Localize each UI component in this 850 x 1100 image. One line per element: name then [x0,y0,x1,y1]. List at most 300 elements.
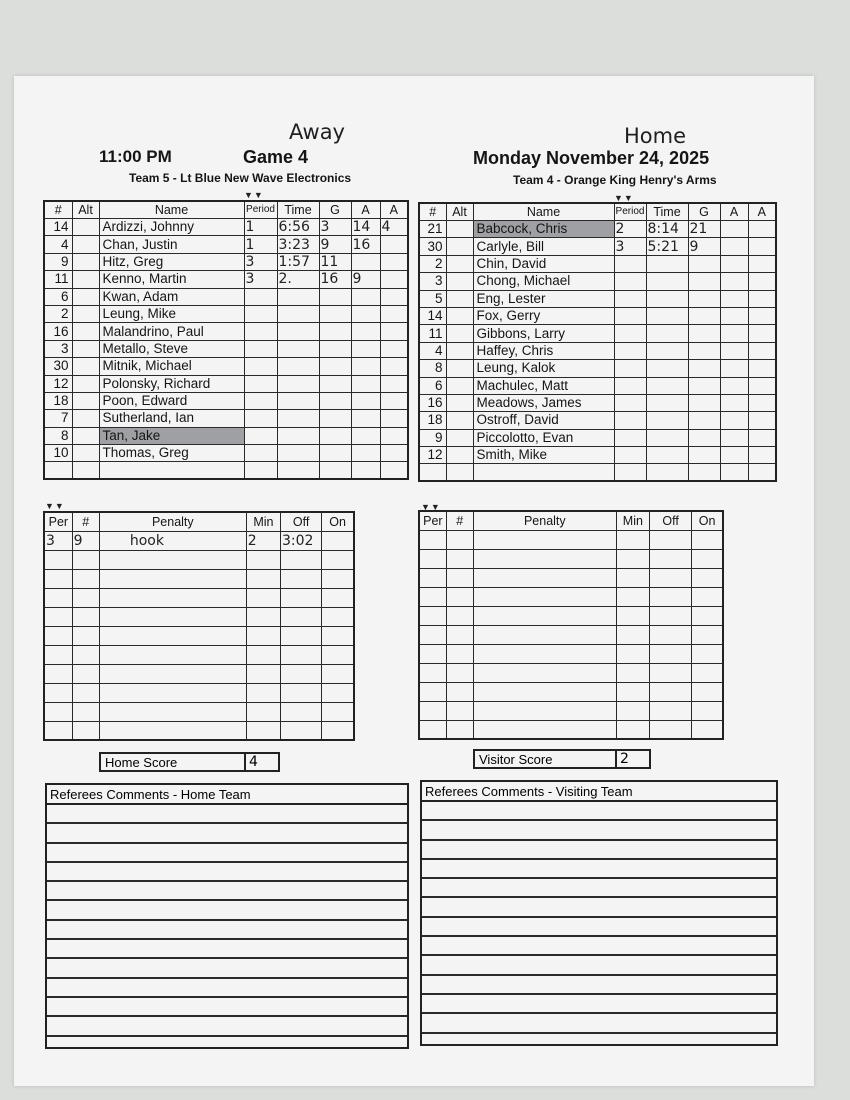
player-name [473,464,614,481]
goal-scorer: 9 [688,238,720,255]
penalty-min [616,682,649,701]
goal-period: 1 [244,219,277,236]
roster-row [419,273,776,290]
player-alt [72,323,99,340]
player-alt [72,375,99,392]
goal-period [244,392,277,409]
penalty-off [649,663,691,682]
penalty-on [322,607,354,626]
penalty-per [44,721,72,740]
game-date: Monday November 24, 2025 [473,148,710,168]
away-team-name: Team 5 - Lt Blue New Wave Electronics [129,171,352,185]
goal-scorer [319,340,351,357]
col-time: Time [646,203,688,221]
penalty-on [322,588,354,607]
visiting-comments-box [420,780,778,1046]
penalty-penalty [99,645,246,664]
penalty-per [419,663,446,682]
penalty-on [322,721,354,740]
goal-assist-1 [720,255,748,272]
penalty-per [419,720,446,739]
penalty-min [616,644,649,663]
penalty-penalty [473,682,616,701]
penalty-off [649,568,691,587]
penalty-min [616,549,649,568]
penalty-penalty [99,569,246,588]
player-number: 18 [44,392,72,409]
col-period: Period [614,203,646,221]
player-number: 12 [419,447,446,464]
penalty-per [44,607,72,626]
roster-row [44,410,408,427]
penalty-on [692,701,723,720]
penalty-row [419,530,723,549]
player-name: Tan, Jake [99,427,244,444]
goal-time: 8:14 [646,221,688,238]
goal-time [646,394,688,411]
penalty-min [616,530,649,549]
player-name: Polonsky, Richard [99,375,244,392]
penalty-penalty [473,587,616,606]
goal-assist-1 [720,447,748,464]
away-roster-table [43,200,409,480]
player-number: 12 [44,375,72,392]
col-min: Min [616,511,649,530]
player-number: 2 [44,305,72,322]
game-time: 11:00 PM [99,147,172,166]
goal-period [244,427,277,444]
goal-scorer [319,323,351,340]
goal-assist-2 [748,325,776,342]
penalty-per [419,606,446,625]
player-alt [72,392,99,409]
player-name: Poon, Edward [99,392,244,409]
col-off: Off [281,512,322,531]
penalty-num [446,701,473,720]
goal-assist-1 [351,253,380,270]
penalty-per [44,645,72,664]
penalty-penalty [99,664,246,683]
goal-scorer: 3 [319,219,351,236]
goal-assist-1: 16 [351,236,380,253]
goal-assist-2 [380,358,408,375]
roster-row [44,219,408,236]
penalty-per [44,626,72,645]
penalty-per [419,530,446,549]
game-number: Game 4 [243,147,309,167]
penalty-off [281,588,322,607]
goal-time [277,427,319,444]
goal-time [277,323,319,340]
penalty-penalty [473,625,616,644]
penalty-num [72,645,99,664]
home-roster-arrows: ▼▼ [614,193,634,203]
penalty-row [419,568,723,587]
goal-assist-2 [748,273,776,290]
player-number: 9 [44,253,72,270]
penalty-row [44,588,354,607]
roster-row [44,445,408,462]
goal-period [614,377,646,394]
penalty-per [44,702,72,721]
penalty-on [692,549,723,568]
penalty-num [72,702,99,721]
penalty-penalty [99,607,246,626]
goal-period [614,447,646,464]
goal-scorer [319,462,351,479]
penalty-on [692,625,723,644]
player-alt [72,271,99,288]
comment-line [422,976,776,995]
goal-assist-1 [351,305,380,322]
goal-scorer [688,447,720,464]
penalty-on [322,569,354,588]
penalty-num [446,568,473,587]
penalty-row [419,549,723,568]
col-on: On [322,512,354,531]
penalty-min [246,588,280,607]
goal-assist-2 [748,429,776,446]
roster-row [44,253,408,270]
home-score-value: 4 [249,754,258,770]
goal-assist-2 [748,394,776,411]
col-goal: G [319,201,351,219]
penalty-off [649,682,691,701]
comment-line [47,1017,407,1036]
penalty-on [322,645,354,664]
player-alt [446,447,473,464]
roster-row [44,288,408,305]
player-number: 14 [44,219,72,236]
penalty-row [419,587,723,606]
comment-line [422,841,776,860]
penalty-penalty [473,663,616,682]
goal-period [244,323,277,340]
comment-line [47,921,407,940]
roster-row [44,427,408,444]
visitor-score-box [473,749,651,769]
penalty-penalty [473,549,616,568]
penalty-per [44,664,72,683]
penalty-per [419,644,446,663]
goal-scorer [688,464,720,481]
player-alt [72,410,99,427]
penalty-per: 3 [44,531,72,550]
goal-time [277,340,319,357]
penalty-penalty [99,588,246,607]
home-score-box [99,752,280,772]
goal-time [277,410,319,427]
goal-scorer [319,375,351,392]
player-alt [446,273,473,290]
col-off: Off [649,511,691,530]
penalty-on [692,606,723,625]
penalty-off [281,683,322,702]
player-name: Smith, Mike [473,447,614,464]
goal-scorer [688,290,720,307]
player-name: Sutherland, Ian [99,410,244,427]
penalty-row [44,569,354,588]
goal-assist-2 [748,290,776,307]
player-name: Piccolotto, Evan [473,429,614,446]
player-alt [446,429,473,446]
goal-scorer [319,305,351,322]
goal-assist-2 [748,377,776,394]
penalty-penalty [473,530,616,549]
goal-scorer [688,412,720,429]
goal-period [614,290,646,307]
player-alt [72,427,99,444]
goal-assist-1 [720,307,748,324]
away-penalty-arrows: ▼▼ [45,501,65,511]
player-name: Chong, Michael [473,273,614,290]
goal-period: 3 [244,271,277,288]
penalty-off [281,645,322,664]
player-number: 8 [44,427,72,444]
goal-time [646,325,688,342]
player-number: 4 [419,342,446,359]
goal-period: 3 [614,238,646,255]
penalty-per [44,683,72,702]
player-number: 14 [419,307,446,324]
goal-time [646,360,688,377]
comment-line [422,995,776,1014]
player-alt [446,342,473,359]
goal-time [646,255,688,272]
player-alt [72,340,99,357]
comment-line [422,937,776,956]
goal-time [646,290,688,307]
goal-assist-2 [748,307,776,324]
visitor-score-value: 2 [620,751,629,767]
penalty-num [446,549,473,568]
penalty-off [649,644,691,663]
penalty-num [72,588,99,607]
comment-line [422,860,776,879]
player-number: 2 [419,255,446,272]
goal-assist-1 [351,375,380,392]
penalty-off [281,607,322,626]
comment-line [422,821,776,840]
goal-scorer [688,325,720,342]
penalty-on [692,530,723,549]
player-name: Hitz, Greg [99,253,244,270]
goal-assist-1 [351,358,380,375]
player-number: 21 [419,221,446,238]
goal-period [614,464,646,481]
player-alt [446,325,473,342]
player-name: Fox, Gerry [473,307,614,324]
penalty-per [419,568,446,587]
penalty-on [692,587,723,606]
penalty-per [419,701,446,720]
comment-line [47,998,407,1017]
goal-period: 3 [244,253,277,270]
penalty-row [419,606,723,625]
comment-line [47,882,407,901]
goal-time: 5:21 [646,238,688,255]
goal-assist-1 [720,325,748,342]
player-number: 7 [44,410,72,427]
goal-assist-2 [380,392,408,409]
penalty-on [692,663,723,682]
col-period: Period [244,201,277,219]
goal-scorer: 21 [688,221,720,238]
away-penalty-table [43,511,355,741]
penalty-num [72,721,99,740]
goal-time [646,429,688,446]
player-number: 30 [419,238,446,255]
penalty-off [649,606,691,625]
goal-scorer [688,273,720,290]
roster-row [44,375,408,392]
goal-assist-1 [720,394,748,411]
goal-scorer [319,445,351,462]
penalty-row [419,682,723,701]
goal-scorer [319,288,351,305]
goal-scorer: 11 [319,253,351,270]
penalty-min [246,550,280,569]
comment-line [47,959,407,978]
player-name: Haffey, Chris [473,342,614,359]
player-number: 6 [419,377,446,394]
goal-scorer [319,410,351,427]
penalty-min [616,568,649,587]
home-team-name: Team 4 - Orange King Henry's Arms [513,173,717,187]
comment-line [422,1014,776,1033]
penalty-penalty [473,568,616,587]
player-name: Kenno, Martin [99,271,244,288]
player-alt [446,221,473,238]
penalty-on [692,568,723,587]
player-number: 8 [419,360,446,377]
penalty-on [322,626,354,645]
goal-scorer [688,255,720,272]
penalty-row [44,531,354,550]
roster-row [44,462,408,479]
goal-time [646,307,688,324]
penalty-min [246,569,280,588]
penalty-num [446,720,473,739]
penalty-num [72,607,99,626]
penalty-num [446,644,473,663]
goal-assist-1 [351,392,380,409]
goal-assist-2 [748,360,776,377]
penalty-row [44,626,354,645]
penalty-row [44,645,354,664]
col-assist-2: A [380,201,408,219]
player-alt [446,377,473,394]
goal-time [277,445,319,462]
goal-time: 3:23 [277,236,319,253]
penalty-penalty [473,606,616,625]
col-goal: G [688,203,720,221]
penalty-row [419,644,723,663]
roster-row [419,290,776,307]
player-alt [72,253,99,270]
goal-scorer [688,360,720,377]
col-number: # [44,201,72,219]
player-alt [72,236,99,253]
player-alt [446,307,473,324]
penalty-num [72,626,99,645]
penalty-min [246,645,280,664]
penalty-num [446,606,473,625]
penalty-on [322,550,354,569]
goal-period [244,288,277,305]
penalty-min [246,664,280,683]
penalty-row [44,550,354,569]
goal-scorer: 16 [319,271,351,288]
player-alt [446,412,473,429]
penalty-off [649,587,691,606]
goal-assist-1 [720,290,748,307]
player-name: Machulec, Matt [473,377,614,394]
penalty-row [419,701,723,720]
penalty-off [649,625,691,644]
penalty-num: 9 [72,531,99,550]
penalty-num [72,664,99,683]
goal-scorer [319,392,351,409]
col-time: Time [277,201,319,219]
goal-scorer [688,429,720,446]
comment-line [47,979,407,998]
goal-assist-2 [380,253,408,270]
goal-time: 1:57 [277,253,319,270]
penalty-per [44,550,72,569]
player-number: 16 [419,394,446,411]
penalty-num [72,550,99,569]
goal-assist-1: 9 [351,271,380,288]
col-per: Per [419,511,446,530]
player-alt [72,445,99,462]
comment-line [422,879,776,898]
comment-line [47,844,407,863]
penalty-off: 3:02 [281,531,322,550]
comment-line [47,940,407,959]
player-alt [72,358,99,375]
goal-assist-2 [748,464,776,481]
goal-scorer [319,358,351,375]
player-number: 18 [419,412,446,429]
roster-row [44,271,408,288]
penalty-min: 2 [246,531,280,550]
col-min: Min [246,512,280,531]
goal-scorer [688,377,720,394]
player-name: Kwan, Adam [99,288,244,305]
goal-assist-1: 14 [351,219,380,236]
goal-assist-2 [748,412,776,429]
goal-scorer [688,342,720,359]
player-alt [446,394,473,411]
roster-row [419,360,776,377]
goal-assist-2 [748,447,776,464]
roster-row [419,447,776,464]
col-number: # [419,203,446,221]
goal-assist-2 [380,445,408,462]
player-number: 3 [44,340,72,357]
home-handwritten-note: Home [624,124,687,148]
goal-assist-1 [720,273,748,290]
player-alt [446,464,473,481]
player-alt [446,290,473,307]
goal-assist-1 [720,238,748,255]
roster-row [419,464,776,481]
penalty-penalty [99,683,246,702]
col-on: On [692,511,723,530]
player-number: 6 [44,288,72,305]
goal-period [244,410,277,427]
